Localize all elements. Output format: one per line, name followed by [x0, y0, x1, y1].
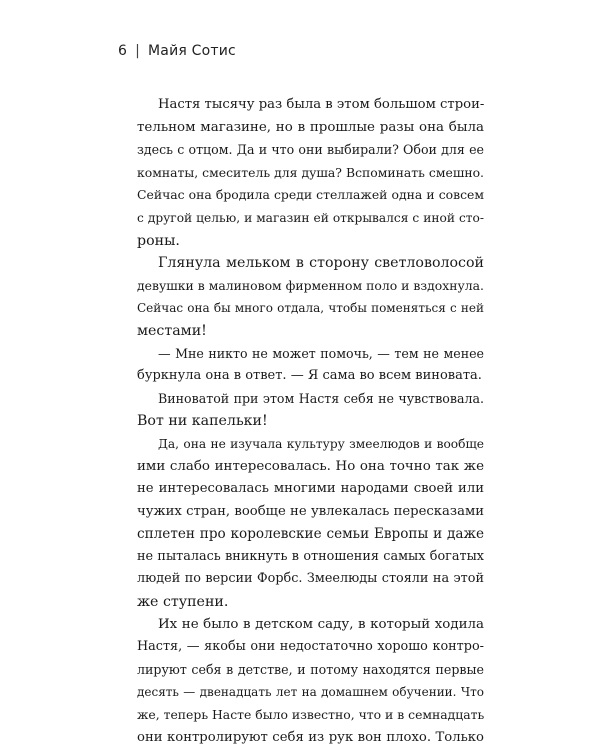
text-line: лируют себя в детстве, и потому находятся первые: [137, 661, 484, 677]
text-line: сплетен про королевские семьи Европы и даже: [137, 526, 484, 543]
running-header: [118, 43, 236, 59]
text-line: людей по версии Форбс. Змеелюды стояли на этой: [137, 571, 484, 587]
text-line: десять — двенадцать лет на домашнем обучении. Что: [137, 685, 484, 700]
author-name: Майя Сотис: [148, 43, 236, 59]
text-line: Глянула мельком в сторону светловолосой: [158, 255, 484, 272]
text-line: Виноватой при этом Настя себя не чувствовала.: [158, 390, 484, 406]
header-separator: |: [135, 43, 141, 59]
text-line: не пыталась вникнуть в отношения самых богатых: [137, 548, 484, 564]
text-line: с другой целью, и магазин ей открывался с иной сто-: [137, 210, 484, 225]
text-line: буркнула она в ответ. — Я сама во всем виновата.: [137, 368, 482, 384]
text-line: комнаты, смеситель для душа? Вспоминать смешно.: [137, 164, 484, 180]
page-number: 6: [118, 43, 128, 59]
text-line: Настя, — якобы они недостаточно хорошо контро-: [137, 639, 484, 655]
text-line: Сейчас она бродила среди стеллажей одна и совсем: [137, 187, 484, 203]
text-line: здесь с отцом. Да и что они выбирали? Обои для ее: [137, 142, 484, 158]
text-line: Сейчас она бы много отдала, чтобы поменяться с ней: [137, 301, 484, 316]
text-line: же ступени.: [137, 594, 229, 611]
text-line: Вот ни капельки!: [137, 413, 268, 430]
text-line: не интересовалась многими народами своей или: [137, 481, 484, 497]
text-line: Их не было в детском саду, в который ходила: [158, 616, 484, 632]
text-line: чужих стран, вообще не увлекалась пересказами: [137, 503, 484, 519]
text-line: Да, она не изучала культуру змеелюдов и вообще: [158, 436, 484, 451]
text-line: местами!: [137, 322, 207, 339]
text-line: Настя тысячу раз была в этом большом строи-: [158, 97, 485, 112]
text-line: они контролируют себя из рук вон плохо. Только: [137, 729, 484, 745]
text-line: девушки в малиновом фирменном поло и вздохнула.: [137, 277, 484, 293]
text-line: — Мне никто не может помочь, — тем не менее: [158, 345, 484, 361]
body-text: [137, 94, 484, 749]
text-line: тельном магазине, но в прошлые разы она была: [137, 119, 484, 135]
text-line: ими слабо интересовалась. Но она точно так же: [137, 458, 484, 474]
text-line: роны.: [137, 232, 180, 249]
text-line: же, теперь Насте было известно, что и в семнадцать: [137, 707, 485, 723]
